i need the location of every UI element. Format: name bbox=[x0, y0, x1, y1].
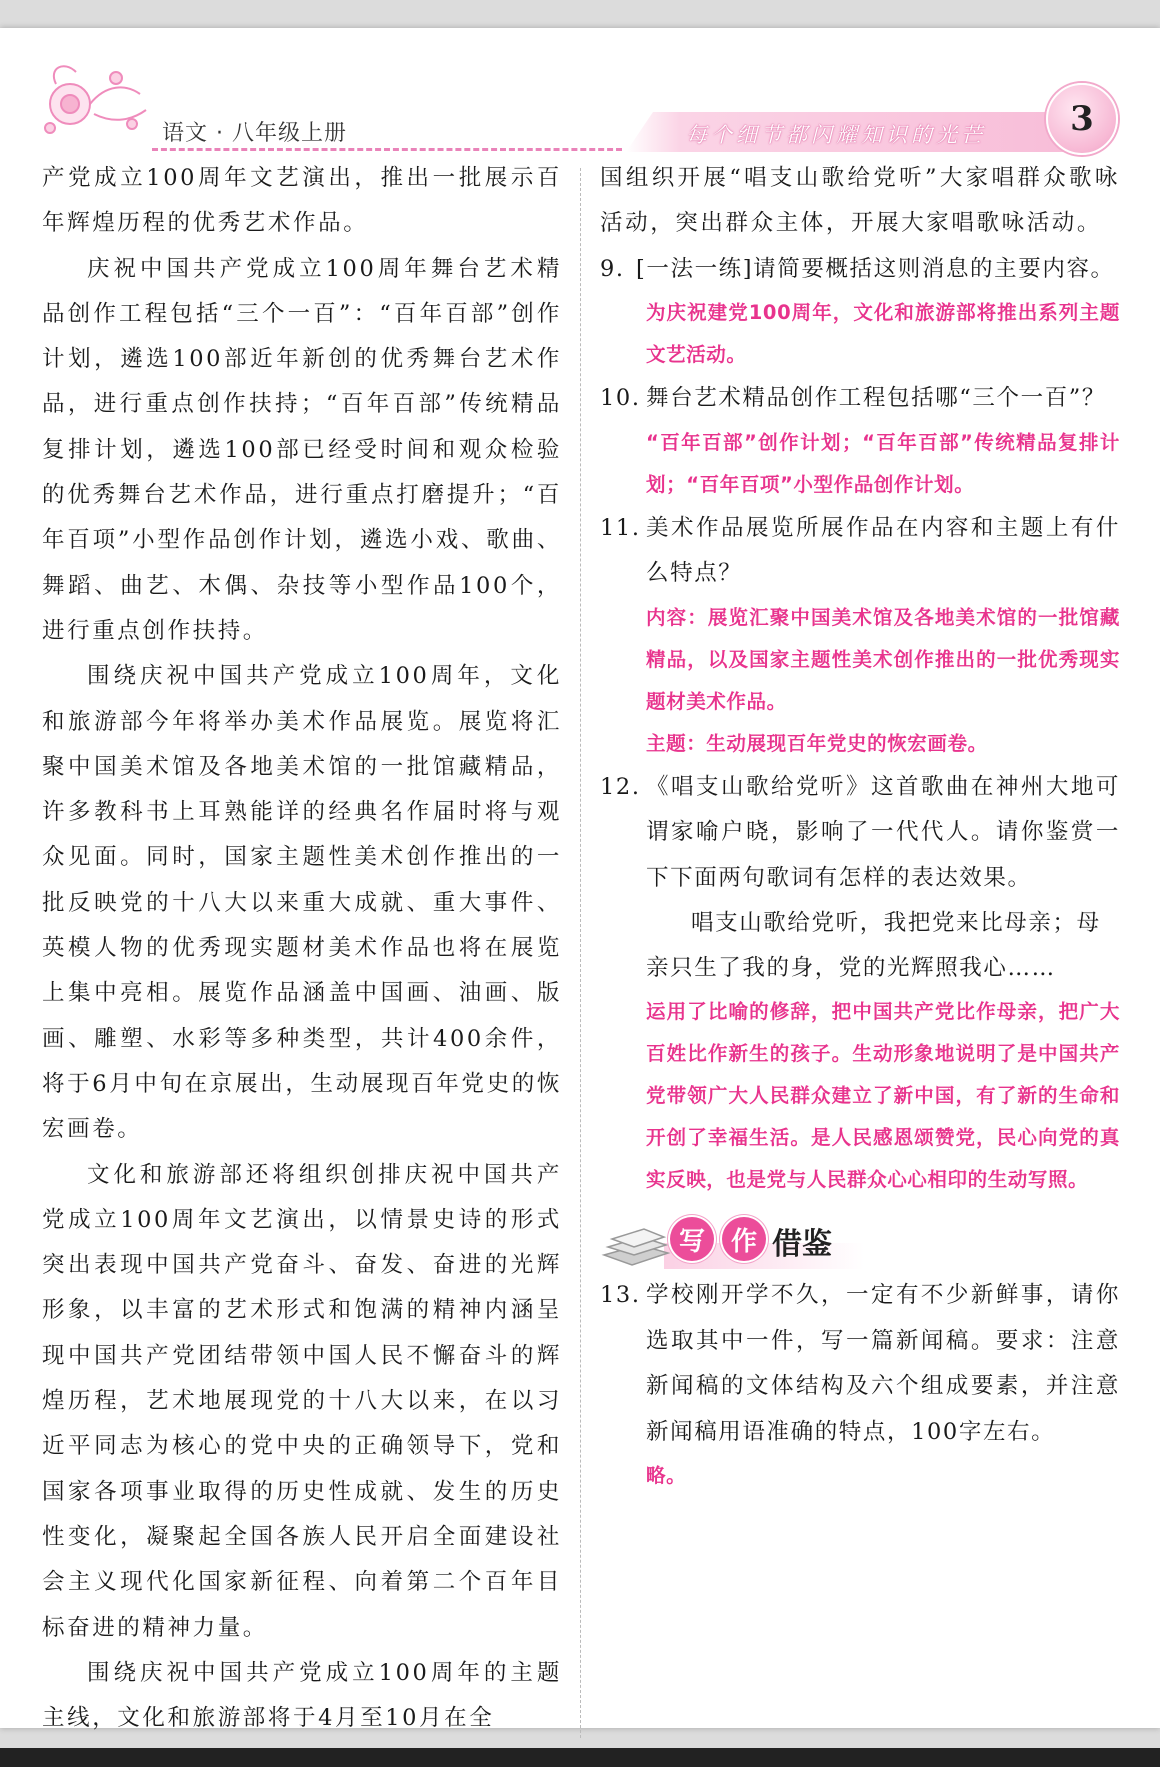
question-12 bbox=[600, 765, 1120, 902]
paragraph: 围绕庆祝中国共产党成立100周年，文化和旅游部今年将举办美术作品展览。展览将汇聚中国美术馆及各地美术馆的一批馆藏精品，许多教科书上耳熟能详的经典名作届时将与观众见面。同时，国家主题性美术创作推出的一批反映党的十八大以来重大成就、重大事件、英模人物的优秀现实题材美术作品也将在展览上集中亮相。展览作品涵盖中国画、油画、版画、雕塑、水彩等多种类型，共计400余件，将于6月中旬在京展出，生动展现百年党史的恢宏画卷。 bbox=[42, 663, 562, 1143]
paragraph: 文化和旅游部还将组织创排庆祝中国共产党成立100周年文艺演出，以情景史诗的形式突出表现中国共产党奋斗、奋发、奋进的光辉形象，以丰富的艺术形式和饱满的精神内涵呈现中国共产党团结带领中国人民不懈奋斗的辉煌历程，艺术地展现党的十八大以来，在以习近平同志为核心的党中央的正确领导下，党和国家各项事业取得的历史性成就、发生的历史性变化，凝聚起全国各族人民开启全面建设社会主义现代化国家新征程、向着第二个百年目标奋进的精神力量。 bbox=[42, 1161, 562, 1641]
textbook-page bbox=[0, 28, 1160, 1732]
question-number: 12. bbox=[600, 773, 641, 800]
section-title-word: 借鉴 bbox=[772, 1227, 832, 1263]
column-divider bbox=[580, 168, 581, 1738]
page-header bbox=[0, 28, 1160, 148]
question-number: 10. bbox=[600, 385, 641, 412]
left-column bbox=[42, 156, 562, 1741]
books-icon bbox=[600, 1215, 672, 1269]
answer-10: “百年百部”创作计划；“百年百部”传统精品复排计划；“百年百项”小型作品创作计划。 bbox=[646, 430, 1120, 496]
answer-11-content: 内容：展览汇聚中国美术馆及各地美术馆的一批馆藏精品，以及国家主题性美术创作推出的一批优秀现实题材美术作品。 bbox=[646, 605, 1120, 713]
question-11 bbox=[600, 506, 1120, 597]
question-text: 舞台艺术精品创作工程包括哪“三个一百”？ bbox=[646, 385, 1107, 412]
page-number: 3 bbox=[1046, 83, 1118, 155]
answer-12: 运用了比喻的修辞，把中国共产党比作母亲，把广大百姓比作新生的孩子。生动形象地说明了是中国共产党带领广大人民群众建立了新中国，有了新的生命和开创了幸福生活。是人民感恩颂赞党，民心向党的真实反映，也是党与人民群众心心相印的生动写照。 bbox=[646, 1000, 1120, 1192]
section-char-write: 写 bbox=[670, 1217, 714, 1261]
answer-13: 略。 bbox=[646, 1464, 687, 1488]
question-number: 9. bbox=[600, 255, 625, 282]
book-subject: 语文 · 八年级上册 bbox=[162, 121, 347, 146]
question-10 bbox=[600, 376, 1120, 422]
question-13 bbox=[600, 1273, 1120, 1455]
slogan-text: 每个细节都闪耀知识的光芒 bbox=[686, 123, 986, 147]
question-text: 学校刚开学不久，一定有不少新鲜事，请你选取其中一件，写一篇新闻稿。要求：注意新闻稿的文体结构及六个组成要素，并注意新闻稿用语准确的特点，100字左右。 bbox=[646, 1282, 1120, 1445]
right-column bbox=[600, 156, 1120, 1497]
question-number: 11. bbox=[600, 514, 641, 541]
paragraph-continuation: 国组织开展“唱支山歌给党听”大家唱群众歌咏活动，突出群众主体，开展大家唱歌咏活动。 bbox=[600, 165, 1120, 237]
question-text: 美术作品展览所展作品在内容和主题上有什么特点？ bbox=[646, 514, 1120, 587]
flower-decoration-icon bbox=[36, 54, 156, 149]
question-9 bbox=[600, 247, 1120, 293]
bottom-bar bbox=[0, 1748, 1160, 1767]
writing-section-header bbox=[600, 1209, 1120, 1273]
answer-9: 为庆祝建党100周年，文化和旅游部将推出系列主题文艺活动。 bbox=[646, 301, 1120, 367]
song-lyrics-quote: 唱支山歌给党听，我把党来比母亲；母亲只生了我的身，党的光辉照我心…… bbox=[646, 910, 1101, 982]
question-text: 《唱支山歌给党听》这首歌曲在神州大地可谓家喻户晓，影响了一代代人。请你鉴赏一下下面两句歌词有怎样的表达效果。 bbox=[646, 773, 1120, 891]
paragraph: 产党成立100周年文艺演出，推出一批展示百年辉煌历程的优秀艺术作品。 bbox=[42, 165, 562, 237]
question-text: [一法一练]请简要概括这则消息的主要内容。 bbox=[636, 255, 1115, 282]
question-number: 13. bbox=[600, 1282, 641, 1309]
section-char-compose: 作 bbox=[722, 1217, 766, 1261]
answer-11-theme: 主题：生动展现百年党史的恢宏画卷。 bbox=[646, 731, 988, 755]
header-dashed-divider bbox=[152, 148, 622, 151]
paragraph: 围绕庆祝中国共产党成立100周年的主题主线，文化和旅游部将于4月至10月在全 bbox=[42, 1659, 562, 1732]
paragraph: 庆祝中国共产党成立100周年舞台艺术精品创作工程包括“三个一百”：“百年百部”创作计划，遴选100部近年新创的优秀舞台艺术作品，进行重点创作扶持；“百年百部”传统精品复排计划，遴选100部已经受时间和观众检验的优秀舞台艺术作品，进行重点打磨提升；“百年百项”小型作品创作计划，遴选小戏、歌曲、舞蹈、曲艺、木偶、杂技等小型作品100个，进行重点创作扶持。 bbox=[42, 255, 562, 644]
